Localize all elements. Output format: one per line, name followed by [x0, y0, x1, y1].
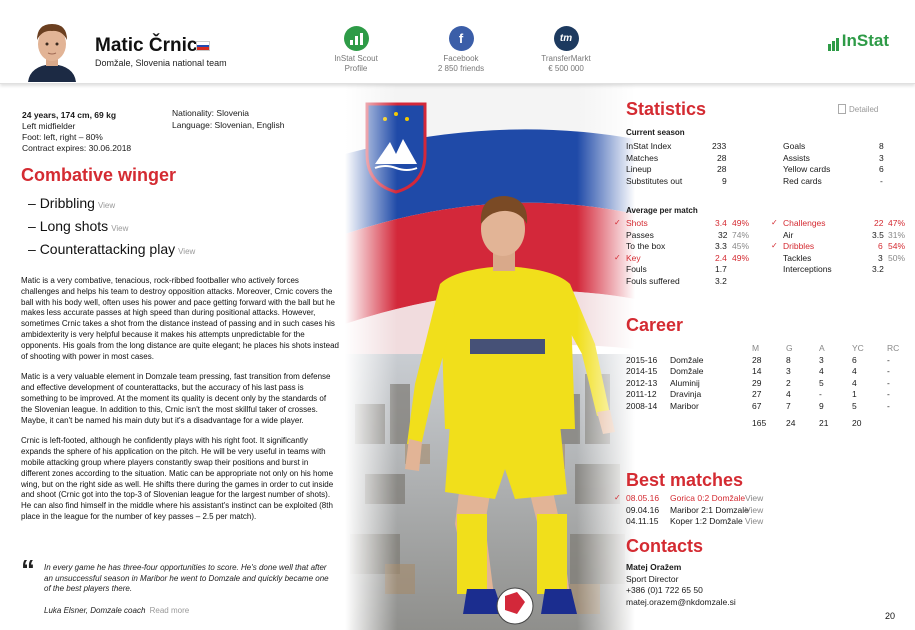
career-g: 8 [786, 354, 791, 365]
contacts-title: Contacts [626, 536, 704, 556]
skill-view-link[interactable]: View [97, 201, 116, 210]
stat-label: Tackles [783, 252, 812, 263]
skill-label: Dribbling [39, 195, 95, 211]
match-date: 04.11.15 [626, 516, 659, 526]
stat-label: Goals [783, 141, 806, 151]
stat-value: 2.4 [715, 252, 727, 263]
stat-value: 3.2 [715, 275, 727, 286]
career-season: 2011-12 [626, 389, 657, 399]
skill-item: – Long shots View [28, 218, 129, 234]
instat-scout-sub: Profile [344, 64, 368, 73]
transfermarkt-link[interactable] [521, 26, 611, 74]
player-name: Matic Črnic [95, 35, 198, 56]
stat-value: 3.5 [872, 229, 884, 240]
stat-value: 3.3 [715, 241, 727, 251]
bio-foot: Foot: left, right – 80% [22, 132, 103, 142]
detailed-link[interactable] [838, 104, 878, 114]
description-paragraph: Matic is a very valuable element in Domzale team pressing, fast transition from defense and effective development of counterattacks, but the accuracy of his last pass is something to be improved. At the moment its quality is decent only by the standards of the Slovenian league. In addition to this, Crnic isn't the most skillful taker of crosses. Maybe, it can't be named his main duty but it's a disadvantage for a wide player. [21, 372, 331, 425]
career-header-row [626, 343, 906, 355]
stat-pct: 31% [888, 229, 906, 240]
current-season-title: Current season [626, 128, 685, 137]
career-yc: 5 [852, 400, 857, 411]
bio-nationality-block [172, 107, 284, 131]
career-rc: - [887, 366, 890, 376]
stat-value: 3.2 [872, 264, 884, 274]
career-table [626, 343, 906, 430]
player-description [21, 276, 339, 533]
stat-label: Fouls suffered [626, 275, 680, 286]
checkmark-icon: ✓ [614, 493, 621, 502]
profile-header [0, 0, 915, 84]
checkmark-icon: ✓ [771, 218, 778, 227]
stat-label: Yellow cards [783, 164, 831, 174]
player-photo [345, 84, 635, 630]
career-row [626, 378, 906, 390]
description-paragraph: Matic is a very combative, tenacious, rock-ribbed footballer who actively forces challenges and helps his team to destroy opposition attacks. Moreover, Crnic covers the ball with his body well, often uses his power and pace getting forward with the ball but he makes less accurate passes at high speed than during positional attacks. However, sometimes Crnic takes a shot from the distance instead of passing and in such cases his ambidexterity is very helpful because it makes his attempts unpredictable for the opponents. His goals from the long distance are quite elegant; he places his shots instead of shooting with power in most cases. [21, 276, 339, 361]
transfermarkt-icon: tm [554, 26, 579, 51]
stat-label: Lineup [626, 164, 652, 174]
match-view-link[interactable]: View [745, 516, 764, 526]
facebook-sub: 2 850 friends [437, 64, 485, 73]
career-yc: 4 [852, 366, 857, 376]
stat-label: Interceptions [783, 264, 832, 274]
description-paragraph: Crnic is left-footed, although he confidently plays with his right foot. It significantly expands the sphere of his application on the pitch. He will be very useful in teams with mobile attacking group where players constantly swap their positions and burst in different zones according to the situation. Matic can be appropriate not only on his home wing, but on the right side as well. He shifts there during the games in order to cut inside and shoot (Crnic got into the top-3 of Slovenian league for the largest number of shots). He can also find himself in the middle where his assistant's instinct can be exploited (8th place in the league for the number of key passes – 2.5 per match). [21, 436, 334, 521]
career-col-yc: YC [852, 343, 864, 353]
page-number: 20 [885, 611, 896, 621]
stat-value: - [880, 175, 883, 186]
career-col-rc: RC [887, 343, 900, 353]
career-m: 29 [752, 377, 762, 388]
career-rc: - [887, 400, 890, 411]
stat-pct: 45% [732, 241, 750, 251]
bio-position: Left midfielder [22, 121, 76, 131]
stat-pct: 74% [732, 229, 750, 240]
career-col-a: A [819, 343, 825, 353]
career-g: 4 [786, 389, 791, 399]
career-a: 4 [819, 366, 824, 376]
checkmark-icon: ✓ [614, 252, 621, 262]
read-more-link[interactable]: Read more [149, 606, 190, 615]
transfermarkt-label: TransferMarkt [541, 54, 591, 63]
quote-mark-icon: “ [21, 554, 35, 585]
stat-label: Challenges [783, 218, 826, 228]
career-g: 3 [786, 366, 791, 376]
stat-label: Passes [626, 229, 654, 240]
stat-value: 3 [878, 252, 883, 263]
career-m: 67 [752, 400, 762, 411]
stat-pct: 50% [888, 252, 906, 263]
stat-label: Assists [783, 152, 810, 163]
stat-value: 1.7 [715, 264, 727, 274]
career-club: Maribor [670, 400, 699, 411]
average-per-match-title: Average per match [626, 206, 698, 215]
stat-label: Fouls [626, 264, 647, 274]
match-score: Gorica 0:2 Domžale [670, 493, 746, 503]
stat-label: Shots [626, 218, 648, 228]
stat-value: 233 [712, 141, 727, 151]
career-total-yc: 20 [852, 418, 862, 428]
career-yc: 1 [852, 389, 857, 399]
instat-scout-label: InStat Scout [334, 54, 378, 63]
career-col-m: M [752, 343, 760, 353]
stat-label: Dribbles [783, 241, 815, 251]
career-season: 2012-13 [626, 377, 658, 388]
contacts-block [626, 562, 736, 608]
logo-text: InStat [841, 31, 889, 50]
career-title: Career [626, 315, 684, 335]
career-g: 7 [786, 400, 791, 411]
bio-block [22, 110, 131, 154]
skill-view-link[interactable]: View [111, 224, 129, 233]
stat-value: 3.4 [715, 218, 727, 228]
quote-author: Luka Elsner, Domzale coach [44, 606, 146, 615]
contact-email[interactable]: matej.orazem@nkdomzale.si [626, 596, 736, 607]
stat-value: 28 [717, 164, 727, 174]
stat-value: 32 [718, 229, 728, 240]
career-g: 2 [786, 377, 791, 388]
logo-bars-icon [828, 38, 840, 51]
stat-value: 9 [722, 175, 727, 186]
stat-pct: 54% [888, 241, 906, 251]
stat-pct: 49% [732, 218, 750, 228]
stat-label: Substitutes out [626, 175, 683, 186]
match-view-link[interactable]: View [745, 504, 764, 515]
contact-name: Matej Oražem [626, 562, 682, 572]
checkmark-icon: ✓ [614, 218, 621, 227]
stat-label: Key [626, 252, 641, 263]
career-a: 3 [819, 354, 824, 365]
career-season: 2015-16 [626, 354, 658, 365]
skill-item: – Counterattacking play View [28, 241, 196, 257]
slovenia-flag-icon [196, 41, 210, 51]
career-yc: 6 [852, 354, 857, 365]
skill-view-link[interactable]: View [178, 247, 196, 256]
career-rc: - [887, 354, 890, 365]
career-row [626, 401, 906, 413]
statistics-title: Statistics [626, 99, 707, 119]
career-club: Aluminij [670, 377, 700, 388]
stat-label: Air [783, 229, 794, 240]
document-icon [838, 104, 846, 114]
stat-value: 8 [879, 141, 884, 151]
career-total-m: 165 [752, 418, 767, 428]
quote-author-line [44, 606, 189, 615]
instat-logo [828, 31, 889, 51]
match-date: 09.04.16 [626, 504, 660, 515]
career-club: Domžale [670, 366, 704, 376]
skill-item: – Dribbling View [28, 195, 116, 211]
team-line: Domžale, Slovenia national team [95, 58, 227, 68]
stat-value: 28 [717, 152, 727, 163]
stat-value: 6 [879, 164, 884, 174]
career-row [626, 355, 906, 367]
career-m: 27 [752, 389, 762, 399]
stat-label: Matches [626, 152, 659, 163]
match-score: Maribor 2:1 Domzale [670, 504, 749, 515]
career-season: 2008-14 [626, 400, 658, 411]
stat-label: InStat Index [626, 141, 672, 151]
skill-label: Counterattacking play [39, 241, 176, 257]
player-avatar [22, 16, 82, 82]
career-total-a: 21 [819, 418, 829, 428]
match-score: Koper 1:2 Domžale [670, 516, 743, 526]
stat-value: 3 [879, 152, 884, 163]
stat-value: 6 [878, 241, 883, 251]
career-totals-row [626, 418, 906, 430]
career-club: Domžale [670, 354, 704, 365]
bio-nationality: Nationality: Slovenia [172, 108, 250, 118]
career-row [626, 366, 906, 378]
career-yc: 4 [852, 377, 857, 388]
match-date: 08.05.16 [626, 493, 660, 503]
chart-icon [344, 26, 369, 51]
career-col-g: G [786, 343, 793, 353]
contact-phone[interactable]: +386 (0)1 722 65 50 [626, 585, 703, 595]
match-view-link[interactable]: View [745, 493, 764, 503]
skills-list [28, 193, 195, 262]
bio-age-height-weight: 24 years, 174 cm, 69 kg [22, 110, 117, 120]
combat-title: Combative winger [21, 165, 177, 185]
career-rc: - [887, 377, 890, 388]
career-a: - [819, 389, 822, 399]
career-m: 14 [752, 366, 762, 376]
bio-language: Language: Slovenian, English [172, 120, 285, 130]
coach-quote: In every game he has three-four opportunities to score. He's done well that after an unsuccessful season in Maribor he went to Domzale and quickly became one of the best players there. [44, 563, 329, 593]
skill-label: Long shots [39, 218, 109, 234]
career-m: 28 [752, 354, 762, 365]
stat-label: To the box [626, 241, 666, 251]
career-total-g: 24 [786, 418, 796, 428]
best-matches-title: Best matches [626, 470, 744, 490]
detailed-label: Detailed [849, 104, 879, 114]
stat-pct: 47% [888, 218, 906, 228]
career-club: Dravinja [670, 389, 702, 399]
stat-pct: 49% [732, 252, 750, 263]
career-a: 5 [819, 377, 824, 388]
instat-scout-link[interactable] [311, 26, 401, 74]
facebook-label: Facebook [443, 54, 479, 63]
checkmark-icon: ✓ [771, 241, 778, 250]
career-a: 9 [819, 400, 824, 411]
bio-contract: Contract expires: 30.06.2018 [22, 143, 132, 153]
career-row [626, 389, 906, 401]
career-season: 2014-15 [626, 366, 658, 376]
stat-label: Red cards [783, 175, 822, 186]
career-rc: - [887, 389, 890, 399]
facebook-link[interactable] [416, 26, 506, 74]
transfermarkt-sub: € 500 000 [548, 64, 584, 73]
contact-role: Sport Director [626, 573, 679, 584]
stat-value: 22 [874, 218, 884, 228]
facebook-icon: f [449, 26, 474, 51]
